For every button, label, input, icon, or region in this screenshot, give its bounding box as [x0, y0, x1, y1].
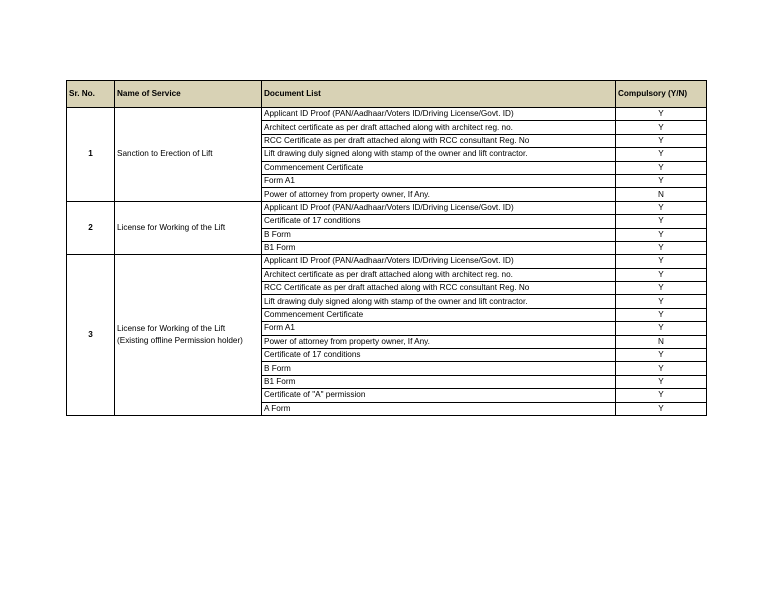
table-row [67, 201, 707, 214]
compulsory-cell: Y [616, 282, 707, 295]
document-cell: B Form [262, 362, 616, 375]
header-compulsory: Compulsory (Y/N) [616, 81, 707, 108]
document-cell: Certificate of "A" permission [262, 389, 616, 402]
document-cell: Power of attorney from property owner, If Any. [262, 188, 616, 201]
header-row [67, 81, 707, 108]
document-cell: RCC Certificate as per draft attached along with RCC consultant Reg. No [262, 134, 616, 147]
compulsory-cell: Y [616, 108, 707, 121]
document-cell: Commencement Certificate [262, 308, 616, 321]
document-cell: Lift drawing duly signed along with stamp of the owner and lift contractor. [262, 148, 616, 161]
compulsory-cell: Y [616, 255, 707, 268]
document-cell: Architect certificate as per draft attached along with architect reg. no. [262, 121, 616, 134]
compulsory-cell: Y [616, 161, 707, 174]
compulsory-cell: Y [616, 241, 707, 254]
sr-no-cell: 2 [67, 201, 115, 255]
document-cell: B1 Form [262, 241, 616, 254]
table-body [67, 108, 707, 416]
compulsory-cell: Y [616, 228, 707, 241]
document-cell: Form A1 [262, 322, 616, 335]
compulsory-cell: Y [616, 201, 707, 214]
compulsory-cell: N [616, 188, 707, 201]
document-cell: Applicant ID Proof (PAN/Aadhaar/Voters ID/Driving License/Govt. ID) [262, 108, 616, 121]
header-sr-no: Sr. No. [67, 81, 115, 108]
document-cell: Lift drawing duly signed along with stamp of the owner and lift contractor. [262, 295, 616, 308]
compulsory-cell: Y [616, 402, 707, 415]
compulsory-cell: Y [616, 389, 707, 402]
service-name-cell [115, 255, 262, 416]
header-document-list: Document List [262, 81, 616, 108]
service-name-cell [115, 201, 262, 255]
document-cell: Certificate of 17 conditions [262, 215, 616, 228]
compulsory-cell: Y [616, 362, 707, 375]
compulsory-cell: Y [616, 174, 707, 187]
compulsory-cell: Y [616, 134, 707, 147]
compulsory-cell: Y [616, 295, 707, 308]
sr-no-cell: 1 [67, 108, 115, 202]
documents-table [66, 80, 707, 416]
document-cell: Applicant ID Proof (PAN/Aadhaar/Voters ID/Driving License/Govt. ID) [262, 255, 616, 268]
document-cell: Form A1 [262, 174, 616, 187]
sr-no-cell: 3 [67, 255, 115, 416]
document-cell: B Form [262, 228, 616, 241]
header-name-of-service: Name of Service [115, 81, 262, 108]
service-name-line: (Existing offline Permission holder) [117, 336, 243, 346]
document-cell: Commencement Certificate [262, 161, 616, 174]
compulsory-cell: Y [616, 308, 707, 321]
document-cell: Power of attorney from property owner, If Any. [262, 335, 616, 348]
document-cell: RCC Certificate as per draft attached along with RCC consultant Reg. No [262, 282, 616, 295]
document-cell: B1 Form [262, 375, 616, 388]
service-name-line: License for Working of the Lift [117, 324, 226, 334]
compulsory-cell: Y [616, 121, 707, 134]
service-name-cell [115, 108, 262, 202]
table-row [67, 108, 707, 121]
compulsory-cell: Y [616, 349, 707, 362]
document-cell: A Form [262, 402, 616, 415]
compulsory-cell: Y [616, 268, 707, 281]
service-name-line: Sanction to Erection of Lift [117, 149, 213, 159]
table-row [67, 255, 707, 268]
document-cell: Certificate of 17 conditions [262, 349, 616, 362]
compulsory-cell: N [616, 335, 707, 348]
compulsory-cell: Y [616, 322, 707, 335]
compulsory-cell: Y [616, 375, 707, 388]
compulsory-cell: Y [616, 148, 707, 161]
document-cell: Architect certificate as per draft attached along with architect reg. no. [262, 268, 616, 281]
service-name-line: License for Working of the Lift [117, 223, 226, 233]
compulsory-cell: Y [616, 215, 707, 228]
document-cell: Applicant ID Proof (PAN/Aadhaar/Voters ID/Driving License/Govt. ID) [262, 201, 616, 214]
